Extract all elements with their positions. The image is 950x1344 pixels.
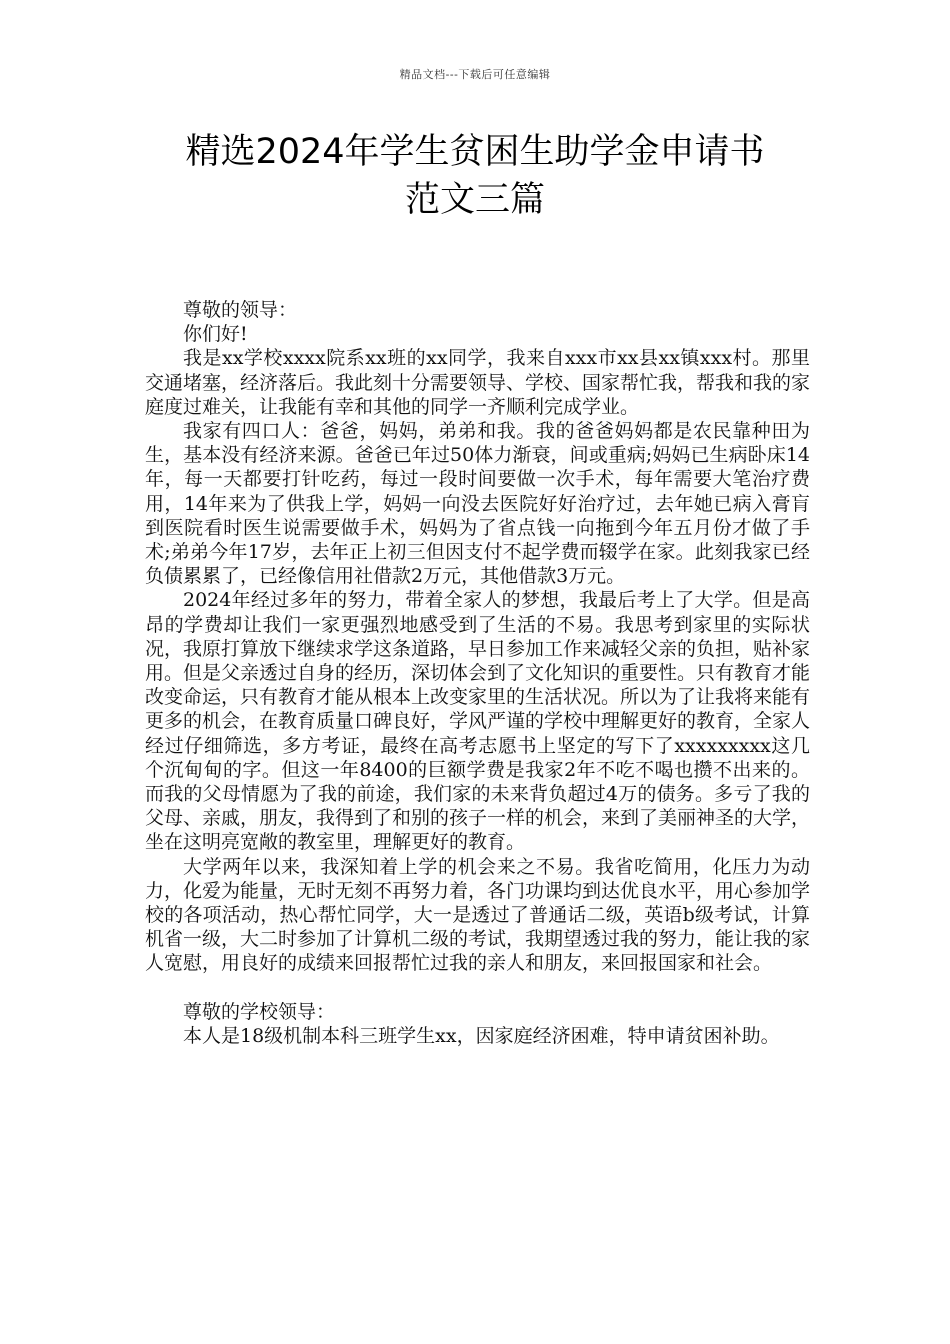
header-note: 精品文档---下载后可任意编辑 [399,68,551,81]
second-salutation: 尊敬的学校领导： [183,1000,336,1023]
paragraph-university: 2024年经过多年的努力，带着全家人的梦想，我最后考上了大学。但是高昂的学费却让我们一家更强烈地感受到了生活的不易。我思考到家里的实际状况，我原打算放下继续求学这条道路，早日参加工作来减轻父亲的负担，贴补家用。但是父亲透过自身的经历，深切体会到了文化知识的重要性。只有教育才能改变命运，只有教育才能从根本上改变家里的生活状况。所以为了让我将来能有更多的机会，在教育质量口碑良好，学风严谨的学校中理解更好的教育，全家人经过仔细筛选，多方考证，最终在高考志愿书上坚定的写下了xxxxxxxxx这几个沉甸甸的字。但这一年8400的巨额学费是我家2年不吃不喝也攒不出来的。而我的父母情愿为了我的前途，我们家的未来背负超过4万的债务。多亏了我的父母、亲戚，朋友，我得到了和别的孩子一样的机会，来到了美丽神圣的大学，坐在这明亮宽敞的教室里，理解更好的教育。 [145,589,811,854]
document-title [100,128,850,224]
salutation: 尊敬的领导： [183,299,298,321]
greeting: 你们好! [183,323,248,346]
paragraph-introduction: 我是xx学校xxxx院系xx班的xx同学，我来自xxx市xx县xx镇xxx村。那里交通堵塞，经济落后。我此刻十分需要领导、学校、国家帮忙我，帮我和我的家庭度过难关，让我能有幸和其他的同学一齐顺利完成学业。 [145,347,811,418]
letter-body [145,298,810,1048]
title-line-2: 范文三篇 [404,180,545,220]
paragraph-application: 本人是18级机制本科三班学生xx，因家庭经济困难，特申请贫困补助。 [183,1024,780,1047]
paragraph-achievements: 大学两年以来，我深知着上学的机会来之不易。我省吃简用，化压力为动力，化爱为能量，无时无刻不再努力着，各门功课均到达优良水平，用心参加学校的各项活动，热心帮忙同学，大一是透过了普通话二级，英语b级考试，计算机省一级，大二时参加了计算机二级的考试，我期望透过我的努力，能让我的家人宽慰，用良好的成绩来回报帮忙过我的亲人和朋友，来回报国家和社会。 [145,855,811,975]
paragraph-family: 我家有四口人：爸爸，妈妈，弟弟和我。我的爸爸妈妈都是农民靠种田为生，基本没有经济来源。爸爸已年过50体力渐衰，间或重病;妈妈已生病卧床14年，每一天都要打针吃药，每过一段时间要做一次手术，每年需要大笔治疗费用，14年来为了供我上学，妈妈一向没去医院好好治疗过，去年她已病入膏肓到医院看时医生说需要做手术，妈妈为了省点钱一向拖到今年五月份才做了手术;弟弟今年17岁，去年正上初三但因支付不起学费而辍学在家。此刻我家已经负债累累了，已经像信用社借款2万元，其他借款3万元。 [145,420,810,588]
title-line-1: 精选2024年学生贫困生助学金申请书 [185,132,765,172]
